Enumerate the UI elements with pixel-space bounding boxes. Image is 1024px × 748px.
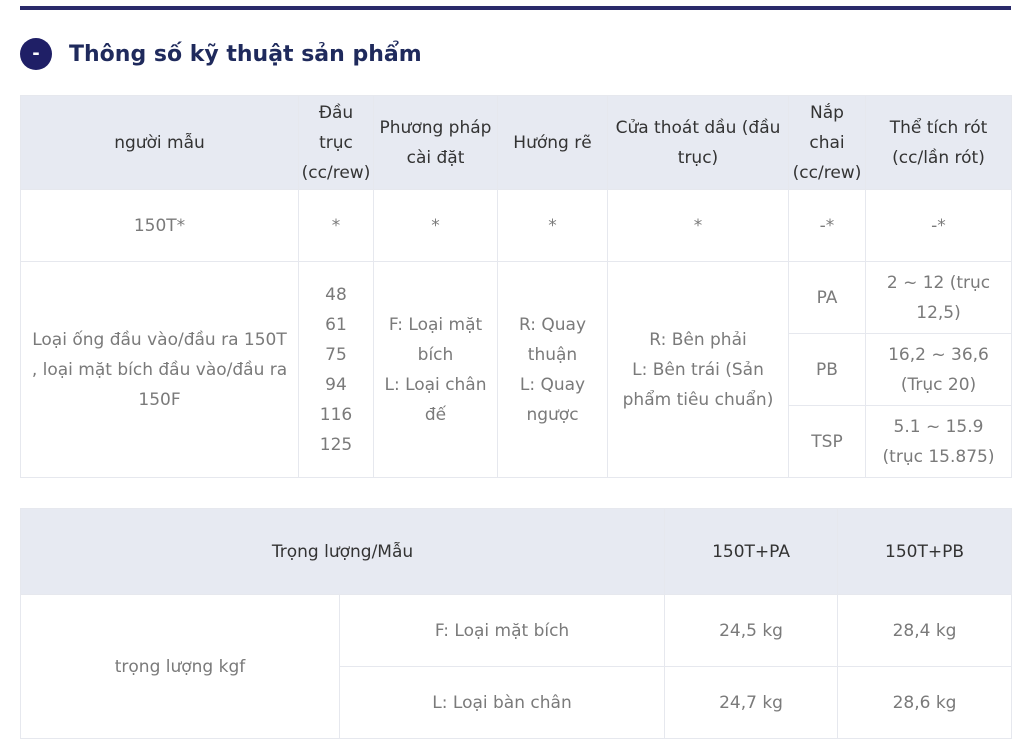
collapse-button[interactable]: - <box>20 38 52 70</box>
spec-table <box>20 95 1012 478</box>
top-divider <box>20 6 1011 10</box>
cell-install: F: Loại mặt bích L: Loại chân đế <box>374 262 498 478</box>
header-shaft: Đầu trục (cc/rew) <box>299 96 374 190</box>
cell-pb: 28,4 kg <box>838 595 1012 667</box>
header-weight-model: Trọng lượng/Mẫu <box>21 509 665 595</box>
cell-cap: PA <box>789 262 866 334</box>
cell-volume: -* <box>866 190 1012 262</box>
section-header <box>20 36 422 72</box>
table-row <box>21 262 1012 334</box>
header-cap: Nắp chai (cc/rew) <box>789 96 866 190</box>
cell-shaft: * <box>299 190 374 262</box>
cell-pa: 24,7 kg <box>665 667 838 739</box>
cell-oil-outlet: * <box>608 190 789 262</box>
header-150t-pa: 150T+PA <box>665 509 838 595</box>
cell-type: L: Loại bàn chân <box>340 667 665 739</box>
table-row <box>21 190 1012 262</box>
cell-oil-outlet: R: Bên phải L: Bên trái (Sản phẩm tiêu chuẩn) <box>608 262 789 478</box>
weight-header-row <box>21 509 1012 595</box>
header-oil-outlet: Cửa thoát dầu (đầu trục) <box>608 96 789 190</box>
cell-weight-label: trọng lượng kgf <box>21 595 340 739</box>
header-volume: Thể tích rót (cc/lần rót) <box>866 96 1012 190</box>
cell-pa: 24,5 kg <box>665 595 838 667</box>
table-row <box>21 595 1012 667</box>
cell-pb: 28,6 kg <box>838 667 1012 739</box>
cell-cap: -* <box>789 190 866 262</box>
cell-volume: 16,2 ~ 36,6 (Trục 20) <box>866 334 1012 406</box>
spec-header-row <box>21 96 1012 190</box>
cell-type: F: Loại mặt bích <box>340 595 665 667</box>
header-150t-pb: 150T+PB <box>838 509 1012 595</box>
cell-volume: 5.1 ~ 15.9 (trục 15.875) <box>866 406 1012 478</box>
cell-install: * <box>374 190 498 262</box>
cell-model: 150T* <box>21 190 299 262</box>
cell-rotation: R: Quay thuận L: Quay ngược <box>498 262 608 478</box>
header-rotation: Hướng rẽ <box>498 96 608 190</box>
section-title: Thông số kỹ thuật sản phẩm <box>69 41 422 67</box>
cell-shaft: 48 61 75 94 116 125 <box>299 262 374 478</box>
header-model: người mẫu <box>21 96 299 190</box>
weight-table <box>20 508 1012 739</box>
cell-model: Loại ống đầu vào/đầu ra 150T , loại mặt bích đầu vào/đầu ra 150F <box>21 262 299 478</box>
cell-cap: PB <box>789 334 866 406</box>
cell-rotation: * <box>498 190 608 262</box>
cell-cap: TSP <box>789 406 866 478</box>
cell-volume: 2 ~ 12 (trục 12,5) <box>866 262 1012 334</box>
header-install: Phương pháp cài đặt <box>374 96 498 190</box>
